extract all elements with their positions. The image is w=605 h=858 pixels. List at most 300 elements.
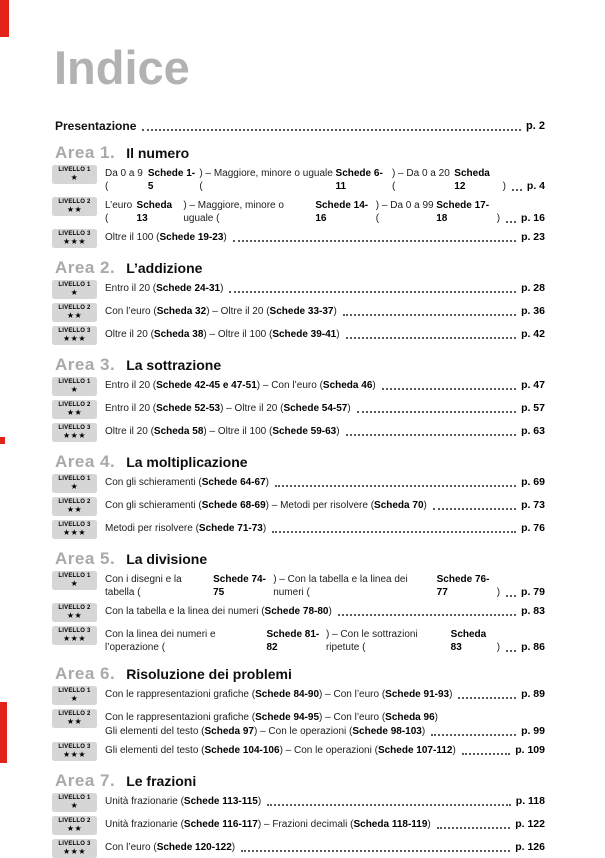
level-label: LIVELLO 3 [58,743,91,750]
toc-row [52,197,545,225]
row-text-lines [97,709,545,738]
dotted-leader [506,221,516,223]
area-heading [55,139,545,161]
level-stars-icon: ★★ [66,407,83,417]
row-text: Unità frazionarie ( [105,795,184,807]
row-text-lines [97,497,545,512]
row-text: ) [427,818,431,830]
dotted-leader [506,595,516,597]
level-stars-icon: ★ [70,481,79,491]
level-badge [52,603,97,622]
page-number: p. 4 [526,179,546,192]
row-text: ) [372,379,376,391]
toc-row [52,839,545,858]
level-badge [52,423,97,442]
row-text-lines [97,400,545,415]
level-badge [52,377,97,396]
dotted-leader [437,827,510,829]
area-heading [55,254,545,276]
level-stars-icon: ★★★ [62,633,86,643]
row-line [105,725,545,738]
level-badge [52,197,97,216]
row-text: ) – Oltre il 100 ( [203,425,273,437]
page-number: p. 36 [521,304,545,317]
level-stars-icon: ★★★ [62,430,86,440]
toc-row [52,709,545,738]
dotted-leader [433,508,516,510]
row-text: Entro il 20 ( [105,402,157,414]
dotted-leader [506,650,516,652]
row-text-lines [97,742,545,757]
level-label: LIVELLO 2 [58,710,91,717]
level-badge [52,686,97,705]
area-title: La moltiplicazione [126,453,248,470]
level-label: LIVELLO 1 [58,794,91,801]
page-number: p. 28 [521,281,545,294]
level-badge [52,571,97,590]
level-badge [52,165,97,184]
page-number: p. 16 [521,211,545,224]
level-stars-icon: ★★ [66,204,83,214]
page-number: p. 118 [515,794,545,807]
row-text: ) – Oltre il 20 ( [220,402,284,414]
level-badge [52,793,97,812]
scheda-ref: Scheda 46 [322,379,373,391]
dotted-leader [346,337,516,339]
scheda-ref: Schede 74-75 [213,573,266,598]
scheda-ref: Schede 120-122 [156,841,232,853]
row-text: ) [347,402,351,414]
page-number: p. 83 [521,604,545,617]
dotted-leader [241,850,510,852]
row-text-lines [97,229,545,244]
level-badge [52,839,97,858]
toc-row [52,742,545,761]
level-label: LIVELLO 2 [58,198,91,205]
toc-row [52,326,545,345]
row-text: ) – Con l’euro ( [256,379,323,391]
row-text-lines [97,165,545,193]
row-text: Con gli schieramenti ( [105,476,202,488]
scheda-ref: Schede 76-77 [436,573,490,598]
scheda-ref: Scheda 58 [153,425,204,437]
dotted-leader [229,291,516,293]
row-text: L’euro ( [105,199,136,224]
level-badge [52,229,97,248]
page-number: p. 69 [521,475,545,488]
scheda-ref: Schede 104-106 [204,744,280,756]
row-text: ) – Frazioni decimali ( [257,818,354,830]
row-line [105,231,545,244]
row-text: ) [502,180,506,192]
level-stars-icon: ★★ [66,610,83,620]
toc-row [52,571,545,599]
level-label: LIVELLO 3 [58,627,91,634]
row-text: ) – Con le sottrazioni ripetute ( [325,628,421,653]
dotted-leader [142,129,521,131]
level-stars-icon: ★ [70,693,79,703]
toc-row [52,423,545,442]
row-text: ) [496,641,501,653]
row-line [105,688,545,701]
row-text: ) – Con le operazioni ( [253,725,353,737]
level-badge [52,280,97,299]
page-number: p. 42 [521,327,545,340]
presentazione-label: Presentazione [55,118,137,133]
page-number: p. 73 [521,498,545,511]
row-text-lines [97,520,545,535]
level-label: LIVELLO 1 [58,166,91,173]
row-text-lines [97,686,545,701]
level-stars-icon: ★★★ [62,749,86,759]
level-label: LIVELLO 1 [58,572,91,579]
toc-row [52,520,545,539]
row-text: Con le rappresentazioni grafiche ( [105,688,256,700]
row-text: Gli elementi del testo ( [105,744,205,756]
row-text: Con l’euro ( [105,841,157,853]
scheda-ref: Schede 52-53 [156,402,221,414]
scheda-ref: Schede 91-93 [385,688,450,700]
row-text: Con gli schieramenti ( [105,499,202,511]
dotted-leader [275,485,516,487]
scheda-ref: Schede 116-117 [183,818,258,830]
row-text-lines [97,303,545,318]
dotted-leader [431,734,516,736]
toc-row [52,400,545,419]
level-label: LIVELLO 2 [58,817,91,824]
scheda-ref: Schede 1-5 [147,167,196,192]
scheda-ref: Schede 64-67 [201,476,266,488]
area-label: Area 2. [55,257,116,277]
presentazione-row [55,119,545,133]
row-text: ) [257,795,262,807]
page-edge-tab-middle [0,437,5,444]
toc-row [52,280,545,299]
scheda-ref: Scheda 32 [156,305,207,317]
level-badge [52,626,97,645]
level-label: LIVELLO 1 [58,281,91,288]
row-line [105,476,545,489]
row-text: Da 0 a 9 ( [105,167,146,192]
level-label: LIVELLO 2 [58,498,91,505]
level-badge [52,303,97,322]
scheda-ref: Schede 19-23 [159,231,224,243]
area-label: Area 3. [55,354,116,374]
row-text-lines [97,326,545,341]
dotted-leader [512,189,522,191]
level-label: LIVELLO 1 [58,475,91,482]
area-label: Area 1. [55,142,116,162]
row-text: ) [333,305,337,317]
row-text-lines [97,603,545,618]
row-line [105,402,545,415]
row-text-lines [97,839,545,854]
row-text: ) – Oltre il 20 ( [206,305,270,317]
scheda-ref: Scheda 83 [450,628,490,653]
page-number: p. 99 [521,724,545,737]
scheda-ref: Schede 33-37 [269,305,334,317]
dotted-leader [357,411,516,413]
row-line [105,522,545,535]
row-line [105,605,545,618]
level-label: LIVELLO 3 [58,424,91,431]
level-label: LIVELLO 1 [58,687,91,694]
level-badge [52,326,97,345]
toc-content [52,41,546,858]
level-stars-icon: ★★★ [62,236,86,246]
page-number: p. 63 [521,424,545,437]
row-text: Oltre il 20 ( [105,425,154,437]
scheda-ref: Scheda 13 [136,199,175,224]
scheda-ref: Schede 71-73 [198,522,263,534]
page-number: p. 89 [521,687,545,700]
row-line [105,573,545,599]
page-number: p. 2 [526,119,545,132]
row-text-lines [97,280,545,295]
row-text: ) – Maggiore, minore o uguale ( [183,199,287,224]
toc-row [52,793,545,812]
scheda-ref: Scheda 118-119 [353,818,428,830]
toc-body [52,139,545,858]
level-stars-icon: ★★★ [62,527,86,537]
row-text: ) [328,605,332,617]
area-heading [55,448,545,470]
row-line [105,328,545,341]
level-stars-icon: ★★★ [62,846,86,856]
scheda-ref: Schede 39-41 [272,328,337,340]
scheda-ref: Schede 78-80 [264,605,329,617]
page-number: p. 47 [521,378,545,391]
row-text: ) [423,499,427,511]
row-text: ) [434,711,438,723]
scheda-ref: Schede 81-82 [266,628,320,653]
page-edge-tab-bottom [0,702,7,763]
area-label: Area 4. [55,451,116,471]
row-line [105,499,545,512]
toc-row [52,303,545,322]
scheda-ref: Schede 107-112 [377,744,453,756]
page-number: p. 86 [521,640,545,653]
row-text-lines [97,474,545,489]
row-line [105,744,545,757]
level-badge [52,816,97,835]
toc-row [52,603,545,622]
row-text-lines [97,793,545,808]
level-badge [52,742,97,761]
toc-row [52,229,545,248]
row-line [105,425,545,438]
row-text: ) – Metodi per risolvere ( [265,499,375,511]
row-line [105,305,545,318]
page-number: p. 57 [521,401,545,414]
scheda-ref: Schede 59-63 [272,425,337,437]
scheda-ref: Schede 113-115 [183,795,258,807]
row-text-lines [97,571,545,599]
scheda-ref: Scheda 12 [454,167,493,192]
row-text: ) [336,425,340,437]
level-label: LIVELLO 3 [58,521,91,528]
scheda-ref: Scheda 96 [385,711,435,723]
area-title: La sottrazione [126,356,222,373]
level-label: LIVELLO 1 [58,378,91,385]
row-text: Oltre il 20 ( [105,328,154,340]
scheda-ref: Schede 24-31 [156,282,221,294]
toc-row [52,165,545,193]
row-text: ) – Da 0 a 20 ( [391,167,453,192]
row-text-lines [97,423,545,438]
dotted-leader [382,388,516,390]
level-stars-icon: ★★ [66,504,83,514]
row-text: Gli elementi del testo ( [105,725,205,737]
scheda-ref: Schede 54-57 [283,402,348,414]
scheda-ref: Schede 98-103 [352,725,422,737]
dotted-leader [346,434,516,436]
page-number: p. 23 [521,230,545,243]
page-number: p. 109 [515,743,545,756]
level-badge [52,497,97,516]
row-line [105,795,545,808]
area-heading [55,660,545,682]
row-text: ) [231,841,236,853]
level-badge [52,400,97,419]
area-label: Area 7. [55,770,116,790]
level-label: LIVELLO 2 [58,604,91,611]
area-heading [55,767,545,789]
row-text: Oltre il 100 ( [105,231,160,243]
page-number: p. 122 [515,817,545,830]
row-text: ) [421,725,426,737]
level-stars-icon: ★★ [66,310,83,320]
area-label: Area 6. [55,663,116,683]
scheda-ref: Schede 42-45 e 47-51 [156,379,257,391]
area-title: Risoluzione dei problemi [126,665,292,682]
scheda-ref: Scheda 70 [374,499,424,511]
level-stars-icon: ★★ [66,823,83,833]
row-text: ) – Con le operazioni ( [279,744,378,756]
level-stars-icon: ★★★ [62,333,86,343]
toc-row [52,497,545,516]
level-badge [52,709,97,728]
level-label: LIVELLO 3 [58,840,91,847]
row-text-lines [97,626,545,654]
row-text: Entro il 20 ( [105,379,157,391]
area-title: L’addizione [126,259,203,276]
row-line [105,841,545,854]
row-text-lines [97,377,545,392]
scheda-ref: Scheda 97 [204,725,254,737]
row-text: Con la linea dei numeri e l’operazione ( [105,628,219,653]
dotted-leader [233,240,516,242]
row-line [105,818,545,831]
scheda-ref: Scheda 38 [153,328,204,340]
row-text: Con la tabella e la linea dei numeri ( [105,605,265,617]
dotted-leader [462,753,510,755]
row-text-lines [97,197,545,225]
level-stars-icon: ★ [70,800,79,810]
row-line [105,199,545,225]
row-text: Metodi per risolvere ( [105,522,199,534]
row-text: ) – Con l’euro ( [319,711,386,723]
row-text: Con i disegni e la tabella ( [105,573,185,598]
dotted-leader [338,614,516,616]
row-text: ) [496,586,501,598]
area-title: La divisione [126,550,208,567]
toc-row [52,474,545,493]
scheda-ref: Schede 6-11 [335,167,383,192]
row-line [105,628,545,654]
toc-row [52,626,545,654]
page-title: Indice [54,41,190,94]
row-text: ) – Oltre il 100 ( [203,328,273,340]
dotted-leader [343,314,516,316]
area-heading [55,545,545,567]
row-line [105,379,545,392]
page-number: p. 126 [515,840,545,853]
row-text: Con le rappresentazioni grafiche ( [105,711,256,723]
page-edge-tab-top [0,0,9,37]
area-title: Il numero [126,144,190,161]
scheda-ref: Schede 94-95 [255,711,320,723]
page-number: p. 79 [521,585,545,598]
level-label: LIVELLO 2 [58,401,91,408]
row-text: ) [496,212,501,224]
level-stars-icon: ★ [70,172,79,182]
level-label: LIVELLO 3 [58,230,91,237]
row-text: Con l’euro ( [105,305,157,317]
row-text: ) – Con la tabella e la linea dei numeri ( [273,573,411,598]
level-label: LIVELLO 3 [58,327,91,334]
scheda-ref: Schede 17-18 [436,199,490,224]
dotted-leader [272,531,516,533]
row-text: ) [336,328,340,340]
row-text: ) [220,282,224,294]
dotted-leader [267,804,511,806]
dotted-leader [458,697,516,699]
toc-row [52,686,545,705]
toc-row [52,816,545,835]
level-stars-icon: ★ [70,578,79,588]
level-stars-icon: ★ [70,384,79,394]
row-text: Entro il 20 ( [105,282,157,294]
level-badge [52,474,97,493]
row-line [105,711,545,724]
toc-row [52,377,545,396]
level-stars-icon: ★★ [66,716,83,726]
row-text: ) [449,688,453,700]
area-title: Le frazioni [126,772,197,789]
level-badge [52,520,97,539]
row-text: ) [223,231,227,243]
row-text: ) – Con l’euro ( [319,688,386,700]
row-line [105,282,545,295]
scheda-ref: Schede 14-16 [315,199,369,224]
scheda-ref: Schede 84-90 [255,688,320,700]
page-number: p. 76 [521,521,545,534]
level-stars-icon: ★ [70,287,79,297]
row-text-lines [97,816,545,831]
row-text: ) – Maggiore, minore o uguale ( [199,167,336,192]
row-text: ) [265,476,269,488]
row-text: ) – Da 0 a 99 ( [375,199,437,224]
area-heading [55,351,545,373]
scheda-ref: Schede 68-69 [201,499,266,511]
area-label: Area 5. [55,548,116,568]
row-line [105,167,545,193]
row-text: ) [262,522,267,534]
row-text: Unità frazionarie ( [105,818,184,830]
row-text: ) [452,744,456,756]
level-label: LIVELLO 2 [58,304,91,311]
